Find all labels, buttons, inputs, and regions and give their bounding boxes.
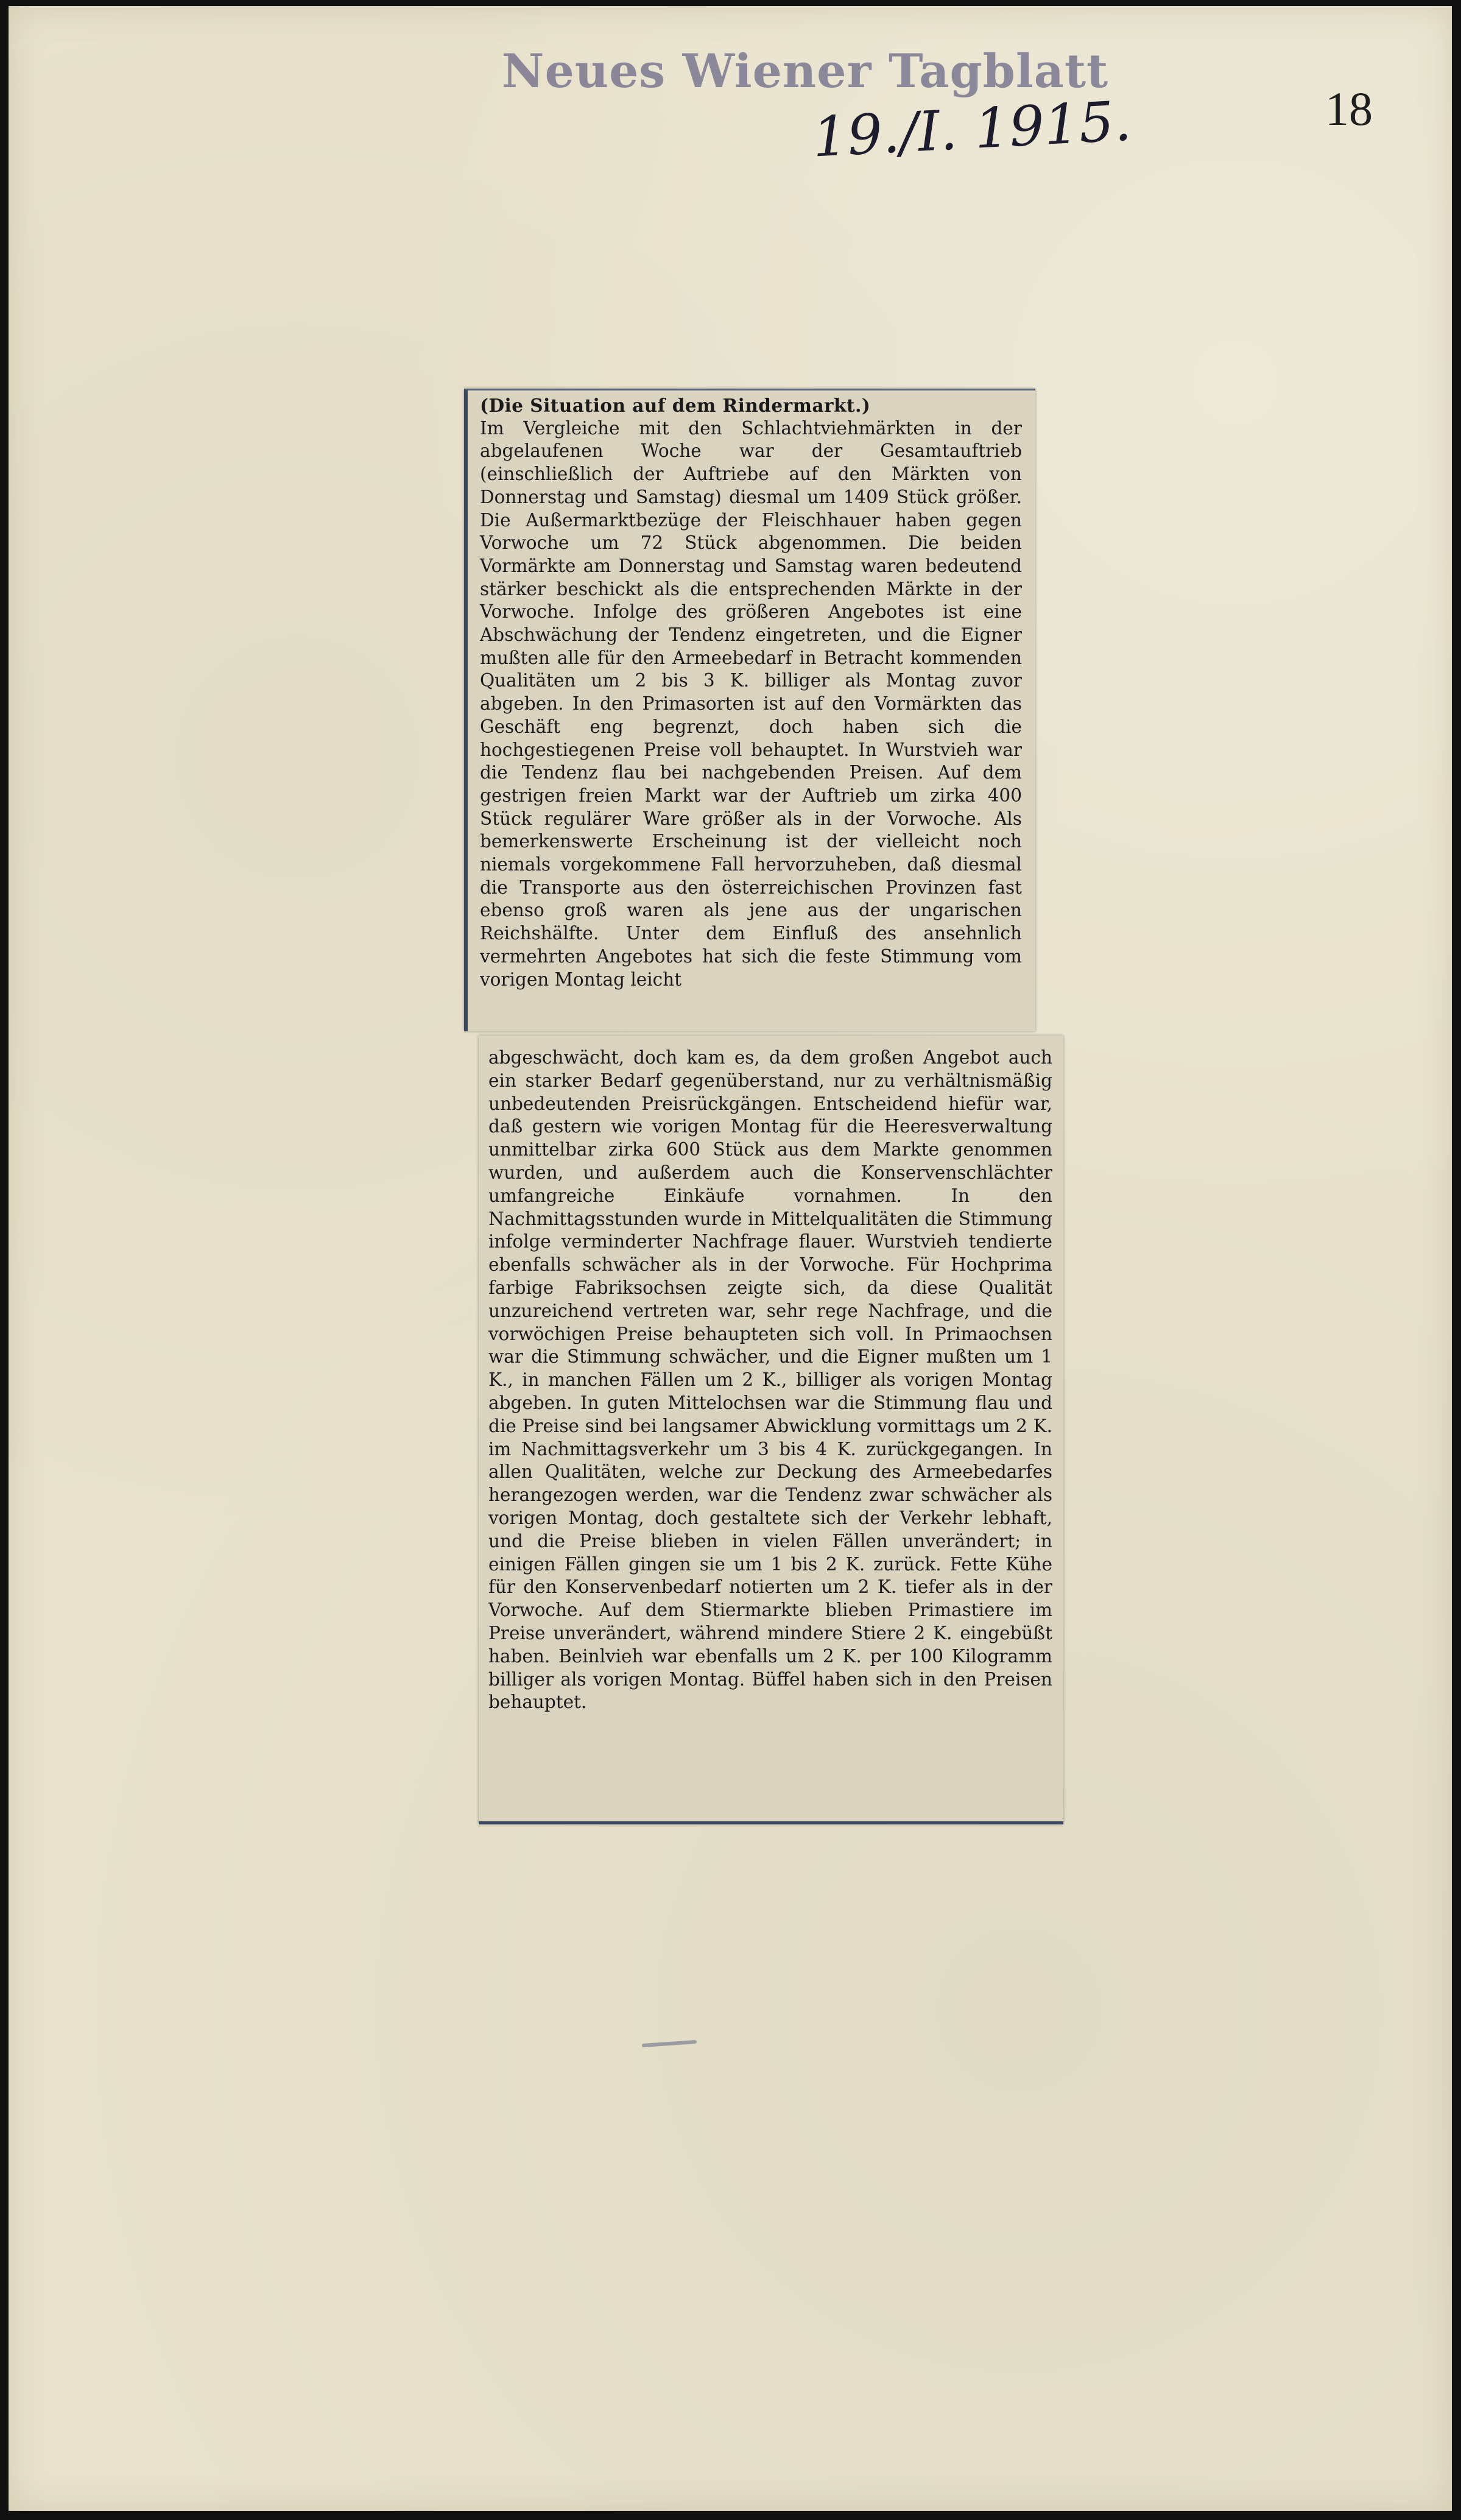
page-number: 18 xyxy=(1325,82,1373,135)
ink-smudge xyxy=(642,2040,697,2047)
clipping-part-2 xyxy=(479,1036,1063,1824)
clipping-text-1 xyxy=(468,390,1035,991)
handwritten-date: 19./I. 1915. xyxy=(811,89,1133,170)
clipping-text-2 xyxy=(479,1036,1063,1714)
article-headline: (Die Situation auf dem Rindermarkt.) xyxy=(480,395,871,416)
archive-sheet xyxy=(9,6,1452,2511)
article-body-part-1: Im Vergleiche mit den Schlachtviehmärkten in der abgelaufenen Woche war der Gesamtauftrieb (einschließlich der Auftriebe auf den Märkten von Donnerstag und Samstag) diesmal um 1409 Stück größer. Die Außermarktbezüge der Fleischhauer haben gegen Vorwoche um 72 Stück abgenommen. Die beiden Vormärkte am Donnerstag und Samstag waren bedeutend stärker beschickt als die entsprechenden Märkte in der Vorwoche. Infolge des größeren Angebotes ist eine Abschwächung der Tendenz eingetreten, und die Eigner mußten alle für den Armeebedarf in Betracht kommenden Qualitäten um 2 bis 3 K. billiger als Montag zuvor abgeben. In den Primasorten ist auf den Vormärkten das Geschäft eng begrenzt, doch haben sich die hochgestiegenen Preise voll behauptet. In Wurstvieh war die Tendenz flau bei nachgebenden Preisen. Auf dem gestrigen freien Markt war der Auftrieb um zirka 400 Stück regulärer Ware größer als in der Vorwoche. Als bemerkenswerte Erscheinung ist der vielleicht noch niemals vorgekommene Fall hervorzuheben, daß diesmal die Transporte aus den österreichischen Provinzen fast ebenso groß waren als jene aus der ungarischen Reichshälfte. Unter dem Einfluß des ansehnlich vermehrten Angebotes hat sich die feste Stimmung vom vorigen Montag leicht xyxy=(480,417,1022,990)
clipping-part-1 xyxy=(464,389,1035,1031)
article-body-part-2: abgeschwächt, doch kam es, da dem großen Angebot auch ein starker Bedarf gegenüberstand, nur zu verhältnismäßig unbedeutenden Preisrückgängen. Entscheidend hiefür war, daß gestern wie vorigen Montag für die Heeresverwaltung unmittelbar zirka 600 Stück aus dem Markte genommen wurden, und außerdem auch die Konservenschlächter umfangreiche Einkäufe vornahmen. In den Nachmittagsstunden wurde in Mittelqualitäten die Stimmung infolge verminderter Nachfrage flauer. Wurstvieh tendierte ebenfalls schwächer als in der Vorwoche. Für Hochprima farbige Fabriksochsen zeigte sich, da diese Qualität unzureichend vertreten war, sehr rege Nachfrage, und die vorwöchigen Preise behaupteten sich voll. In Primaochsen war die Stimmung schwächer, und die Eigner mußten um 1 K., in manchen Fällen um 2 K., billiger als vorigen Montag abgeben. In guten Mittelochsen war die Stimmung flau und die Preise sind bei langsamer Abwicklung vormittags um 2 K. im Nachmittagsverkehr um 3 bis 4 K. zurückgegangen. In allen Qualitäten, welche zur Deckung des Armeebedarfes herangezogen werden, war die Tendenz zwar schwächer als vorigen Montag, doch gestaltete sich der Verkehr lebhaft, und die Preise blieben in vielen Fällen unverändert; in einigen Fällen gingen sie um 1 bis 2 K. zurück. Fette Kühe für den Konservenbedarf notierten um 2 K. tiefer als in der Vorwoche. Auf dem Stiermarkte blieben Primastiere im Preise unverändert, während mindere Stiere 2 K. eingebüßt haben. Beinlvieh war ebenfalls um 2 K. per 100 Kilogramm billiger als vorigen Montag. Büffel haben sich in den Preisen behauptet. xyxy=(488,1047,1052,1713)
newspaper-stamp: Neues Wiener Tagblatt xyxy=(502,44,1109,98)
